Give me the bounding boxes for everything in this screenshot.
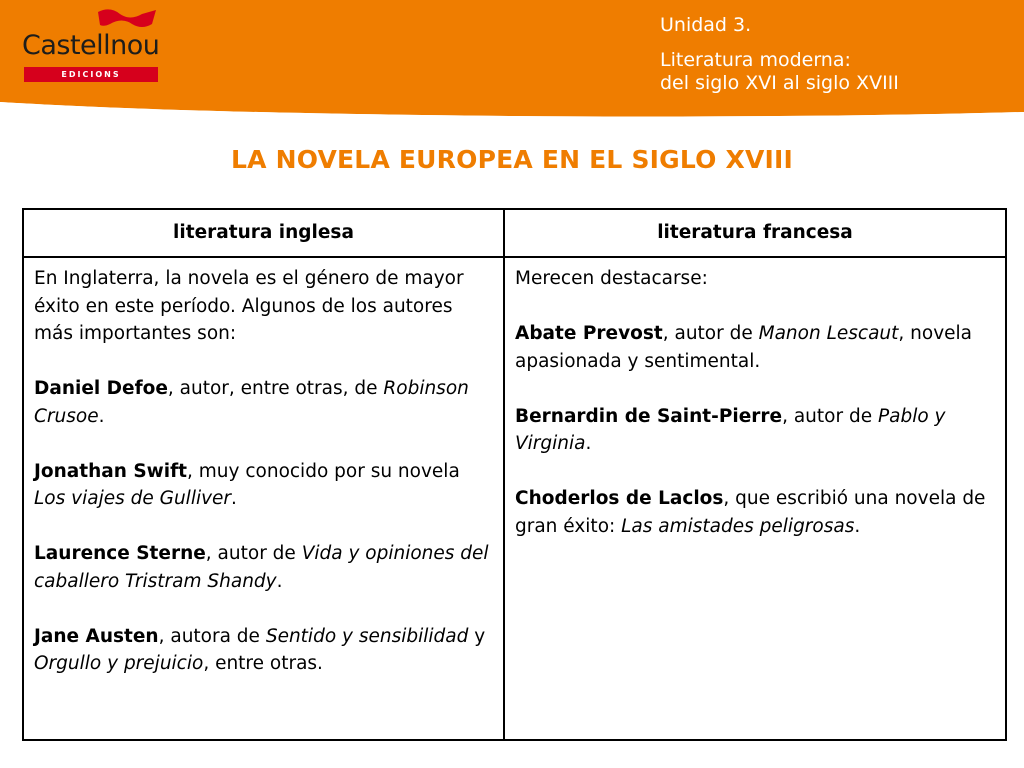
table-row xyxy=(23,257,1006,740)
entry-choderlos-de-laclos xyxy=(515,485,994,540)
entry-text: , autor de xyxy=(662,323,759,344)
unit-title: Unidad 3. xyxy=(660,14,752,36)
unit-subtitle-line1: Literatura moderna: xyxy=(660,49,851,71)
entry-text: , muy conocido por su novela xyxy=(187,460,460,482)
castellnou-logo xyxy=(22,8,162,80)
author-name: Abate Prevost xyxy=(515,323,663,344)
work-title: Orgullo y prejuicio xyxy=(34,653,204,674)
entry-text: , autora de xyxy=(158,625,266,647)
work-title: Robinson Crusoe xyxy=(34,378,469,427)
logo-name: Castellnou xyxy=(22,30,160,61)
author-name: Laurence Sterne xyxy=(34,543,206,564)
work-title: Manon Lescaut xyxy=(758,323,899,344)
entry-end: . xyxy=(585,433,592,454)
cell-literatura-francesa xyxy=(504,257,1006,740)
unit-subtitle-line2: del siglo XVI al siglo XVIII xyxy=(660,72,899,94)
page-title: LA NOVELA EUROPEA EN EL SIGLO XVIII xyxy=(231,145,793,174)
francesa-intro: Merecen destacarse: xyxy=(515,268,708,289)
author-name: Bernardin de Saint-Pierre xyxy=(515,405,783,427)
entry-end: . xyxy=(231,488,237,509)
entry-jane-austen xyxy=(34,623,492,678)
work-title: Pablo y Virginia xyxy=(515,405,946,454)
entry-end: , novela apasionada y sentimental. xyxy=(515,323,973,372)
logo-subtitle: EDICIONS xyxy=(61,70,121,79)
entry-jonathan-swift xyxy=(34,458,492,513)
entry-end: , entre otras. xyxy=(203,653,323,674)
entry-text: , autor de xyxy=(782,405,878,427)
entry-text: , autor de xyxy=(205,543,302,564)
entry-end: . xyxy=(276,570,283,592)
entry-bernardin-de-saint-pierre xyxy=(515,403,994,458)
entry-daniel-defoe xyxy=(34,375,492,430)
unit-subtitle xyxy=(660,49,899,95)
work-title: Las amistades peligrosas xyxy=(621,515,855,537)
work-title: Vida y opiniones del caballero Tristram Shandy xyxy=(34,543,489,592)
work-title: Los viajes de Gulliver xyxy=(34,488,232,509)
author-name: Jane Austen xyxy=(34,625,159,647)
author-name: Daniel Defoe xyxy=(34,378,168,399)
author-name: Choderlos de Laclos xyxy=(515,488,724,509)
cell-literatura-inglesa xyxy=(23,257,504,740)
header-literatura-inglesa: literatura inglesa xyxy=(23,209,504,257)
entry-text: y xyxy=(468,625,486,647)
entry-end: . xyxy=(854,515,861,537)
logo-subtitle-bar xyxy=(24,67,158,82)
inglesa-intro: En Inglaterra, la novela es el género de mayor éxito en este período. Algunos de los autores más importantes son: xyxy=(34,268,464,344)
author-name: Jonathan Swift xyxy=(34,460,188,482)
entry-text: , que escribió una novela de gran éxito: xyxy=(515,488,986,537)
unit-info xyxy=(660,14,899,95)
entry-text: , autor, entre otras, de xyxy=(167,378,384,399)
entry-laurence-sterne xyxy=(34,540,492,595)
entry-end: . xyxy=(98,405,105,427)
table-header-row xyxy=(23,209,1006,257)
entry-abate-prevost xyxy=(515,320,994,375)
header-literatura-francesa: literatura francesa xyxy=(504,209,1006,257)
literature-table xyxy=(22,208,1007,741)
work-title: Sentido y sensibilidad xyxy=(265,625,469,647)
